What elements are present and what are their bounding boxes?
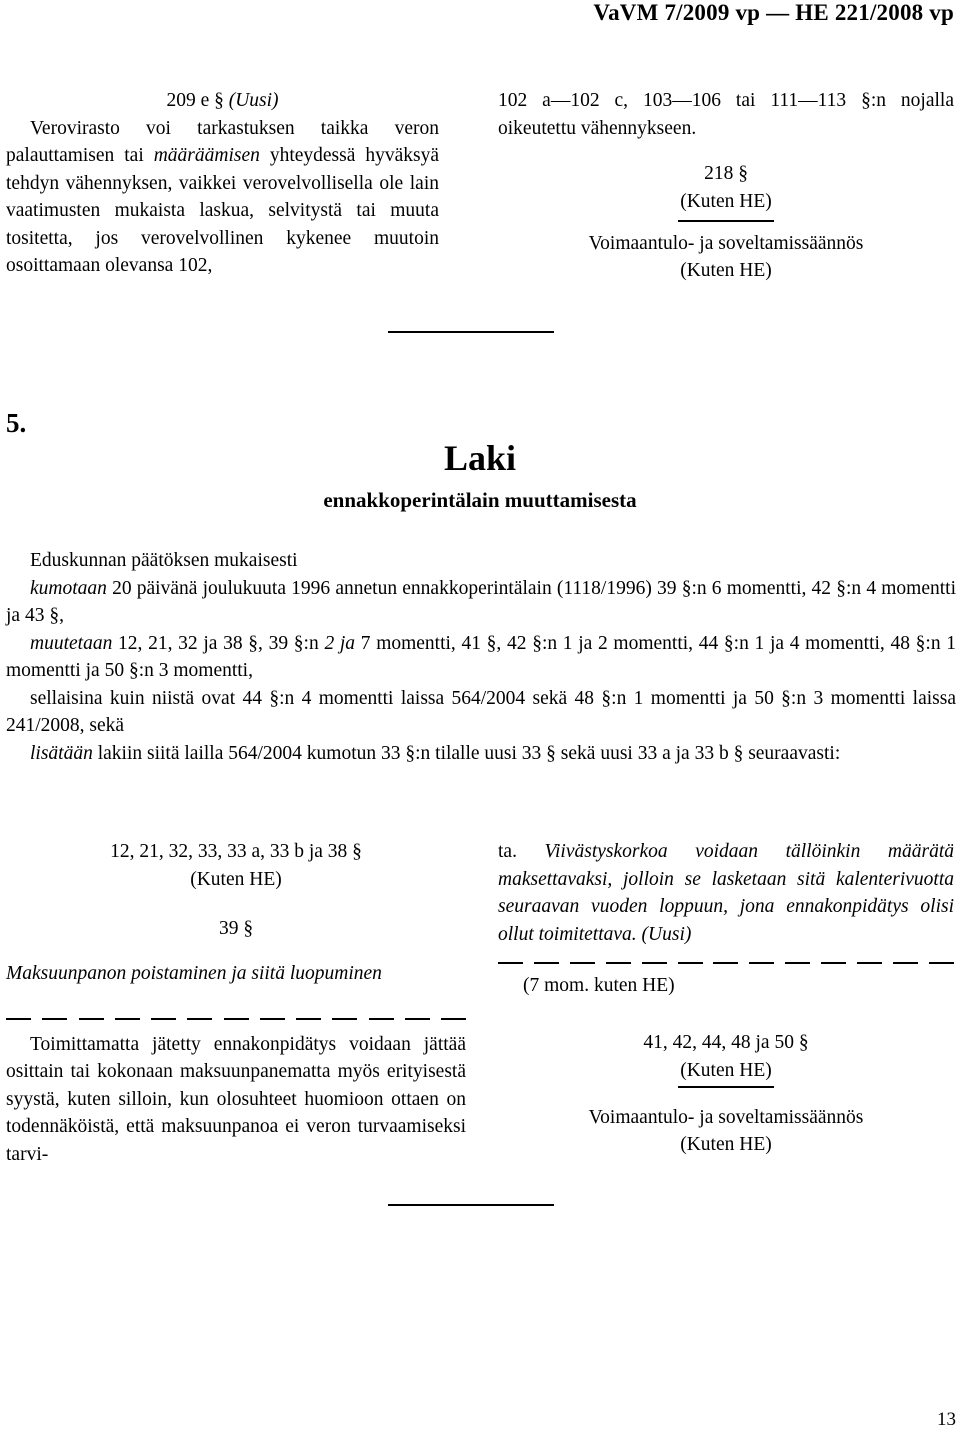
preamble-intro: Eduskunnan päätöksen mukaisesti (30, 550, 298, 571)
omitted-text-dashes (498, 962, 954, 964)
running-header: VaVM 7/2009 vp ― HE 221/2008 vp (593, 0, 954, 25)
preamble-add: lisätään lakiin siitä lailla 564/2004 kumotun 33 §:n tilalle uusi 33 § sekä uusi 33 a ja 33 b § seuraavasti: (30, 742, 841, 764)
section-39-heading: 39 § (218, 918, 254, 939)
continuation-paragraph: ta. Viivästyskorkoa voidaan tällöinkin määrätä maksettavaksi, jolloin se lasketaan sitä kalenterivuotta seuraavan vuoden loppuun, jona ennakonpidätys olisi ollut toimitettava. (Uusi) (498, 841, 955, 945)
section-218-heading: 218 § (704, 163, 748, 184)
law-title: Laki (443, 438, 517, 478)
preamble-repeal: kumotaan 20 päivänä joulukuuta 1996 annetun ennakkoperintälain (1118/1996) 39 §:n 6 momentti, 42 §:n 4 momentti ja 43 §, (6, 577, 956, 626)
sections-heading: 41, 42, 44, 48 ja 50 § (643, 1032, 809, 1053)
entry-into-force-note: (Kuten HE) (680, 260, 772, 281)
omitted-text-dashes (6, 1018, 466, 1020)
section-tag: (Uusi) (228, 90, 279, 111)
top-left-column (6, 87, 439, 280)
entry-into-force-heading: Voimaantulo- ja soveltamissäännös (588, 1106, 864, 1128)
section-39-paragraph: Toimittamatta jätetty ennakonpidätys voidaan jättää osittain tai kokonaan maksuunpanematta myös erityisestä syystä, kuten silloin, kun olosuhteet huomioon ottaen on todennäköistä, että maksuunpanoa ei veron turvaamiseksi tarvi- (6, 1033, 466, 1165)
sections-note: (Kuten HE) (190, 868, 282, 890)
section-end-rule (388, 331, 554, 333)
divider (678, 220, 774, 222)
page-number: 13 (937, 1409, 956, 1430)
preamble-amend: muutetaan 12, 21, 32 ja 38 §, 39 §:n 2 ja 7 momentti, 41 §, 42 §:n 1 ja 2 momentti, 44 §:n 1 ja 4 momentti, 48 §:n 1 momentti ja 50 §:n 3 momentti, (6, 632, 957, 681)
section-number: 209 e § (166, 90, 224, 111)
bottom-right-column (498, 838, 954, 1159)
entry-into-force-note: (Kuten HE) (680, 1134, 772, 1155)
section-218-note: (Kuten HE) (680, 190, 772, 212)
divider (678, 1086, 774, 1088)
sections-note: (Kuten HE) (680, 1059, 772, 1081)
law-number: 5. (6, 408, 27, 438)
continuation-paragraph: 102 a—102 c, 103—106 tai 111—113 §:n nojalla oikeutettu vähennykseen. (498, 90, 954, 139)
document-end-rule (388, 1204, 554, 1206)
law-subtitle: ennakkoperintälain muuttamisesta (323, 488, 637, 512)
preamble-as: sellaisina kuin niistä ovat 44 §:n 4 momentti laissa 564/2004 sekä 48 §:n 1 momentti ja 50 §:n 3 momentti laissa 241/2008, sekä (6, 687, 956, 736)
preamble (6, 547, 956, 767)
top-right-column (498, 87, 954, 285)
section-209e-heading (6, 87, 439, 115)
bottom-left-column (6, 838, 466, 1168)
sections-heading: 12, 21, 32, 33, 33 a, 33 b ja 38 § (110, 841, 362, 862)
entry-into-force-heading: Voimaantulo- ja soveltamissäännös (588, 232, 864, 254)
section-209e-paragraph: Verovirasto voi tarkastuksen taikka veron palauttamisen tai määräämisen yhteydessä hyväksyä tehdyn vähennyksen, vaikkei verovelvollisella ole lain vaatimusten mukaista laskua, selvitystä tai muuta tositetta, jos verovelvollinen kykenee muutoin osoittamaan olevansa 102, (6, 117, 439, 276)
moment-note: (7 mom. kuten HE) (523, 974, 675, 996)
section-39-title: Maksuunpanon poistaminen ja siitä luopuminen (6, 962, 382, 984)
